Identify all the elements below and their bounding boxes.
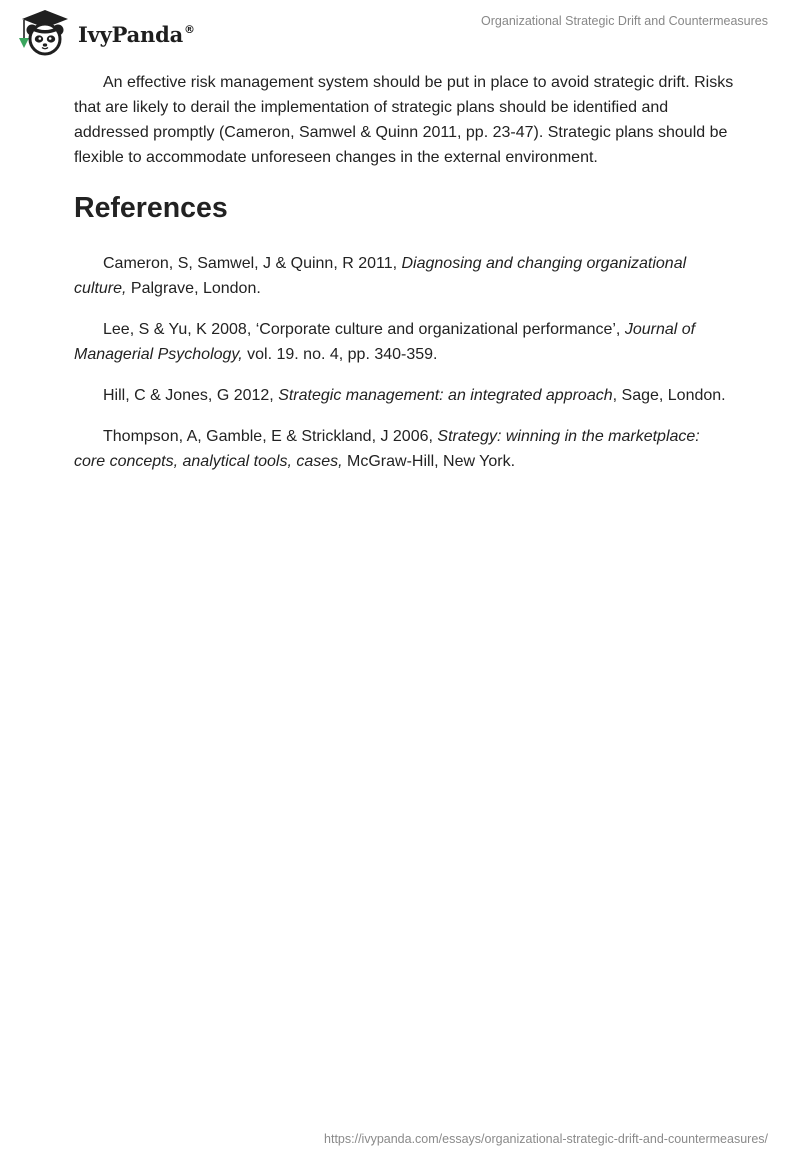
reference-item: Hill, C & Jones, G 2012, Strategic management: an integrated approach, Sage, London. (103, 387, 726, 404)
panda-graduation-cap-icon (16, 8, 74, 58)
registered-mark: ® (184, 22, 195, 36)
logo-text: IvyPanda® (78, 21, 195, 47)
reference-item: Lee, S & Yu, K 2008, ‘Corporate culture and organizational performance’, Journal of Managerial Psychology, vol. 19. no. 4, pp. 340-359. (74, 321, 696, 363)
references-heading: References (74, 192, 228, 224)
footer-url[interactable]: https://ivypanda.com/essays/organizational-strategic-drift-and-countermeasures/ (324, 1132, 768, 1146)
document-body (74, 70, 734, 490)
site-logo[interactable] (16, 8, 195, 58)
body-paragraph: An effective risk management system should be put in place to avoid strategic drift. Risks that are likely to derail the implementation of strategic plans should be identified and addressed promptly (Cameron, Samwel & Quinn 2011, pp. 23-47). Strategic plans should be flexible to accommodate unforeseen changes in the external environment. (74, 74, 734, 166)
reference-item: Thompson, A, Gamble, E & Strickland, J 2006, Strategy: winning in the marketplace: core concepts, analytical tools, cases, McGraw-Hill, New York. (74, 428, 700, 470)
document-title: Organizational Strategic Drift and Countermeasures (481, 14, 768, 28)
reference-item: Cameron, S, Samwel, J & Quinn, R 2011, Diagnosing and changing organizational culture, Palgrave, London. (74, 255, 687, 297)
